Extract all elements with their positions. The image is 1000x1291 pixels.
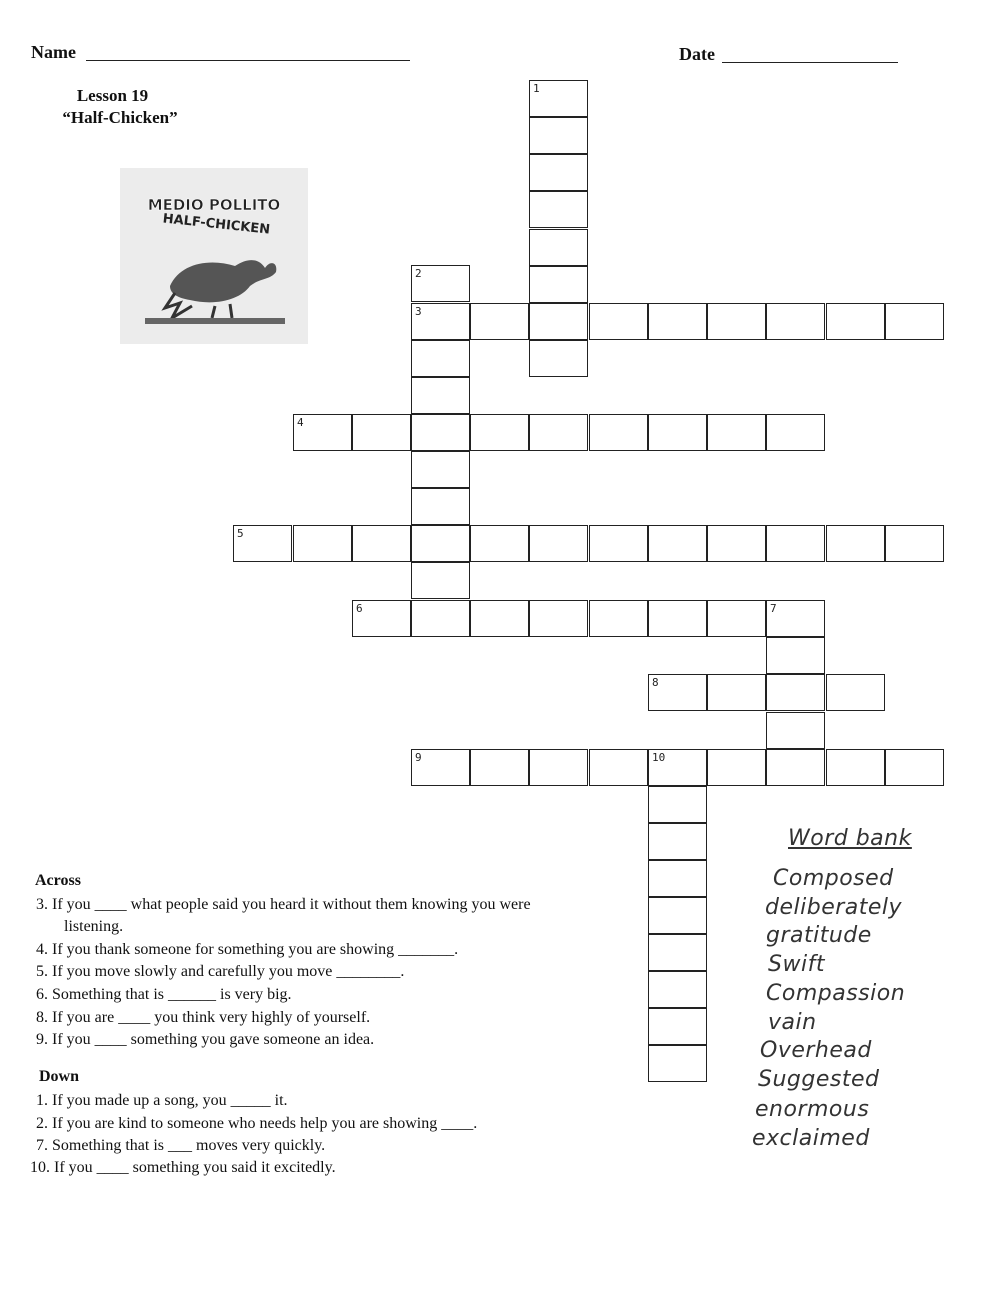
crossword-cell[interactable] [293,525,352,562]
crossword-cell[interactable] [648,823,707,860]
crossword-cell[interactable] [589,600,648,637]
crossword-cell[interactable] [766,303,825,340]
clue-number: 7 [770,602,777,615]
crossword-cell[interactable] [707,749,766,786]
crossword-cell[interactable] [529,749,588,786]
date-label: Date [679,44,715,64]
crossword-cell[interactable] [648,1045,707,1082]
crossword-cell[interactable] [529,525,588,562]
across-clue-6: 6. Something that is ______ is very big. [36,986,292,1003]
crossword-cell[interactable] [529,303,588,340]
across-clue-3: 3. If you ____ what people said you heard it without them knowing you were listening. [36,896,531,935]
crossword-cell[interactable] [411,377,470,414]
crossword-cell[interactable] [411,414,470,451]
cover-title-bottom: HALF-CHICKEN [162,211,271,238]
crossword-cell[interactable] [352,600,411,637]
crossword-cell[interactable] [470,303,529,340]
clue-number: 4 [297,416,304,429]
crossword-cell[interactable] [707,525,766,562]
crossword-cell[interactable] [411,340,470,377]
clue-number: 2 [415,267,422,280]
crossword-cell[interactable] [766,674,825,711]
word-bank-title: Word bank [788,826,912,851]
crossword-cell[interactable] [885,749,944,786]
word-bank-item: vain [768,1010,817,1035]
story-title: “Half-Chicken” [62,108,178,127]
across-clue-9: 9. If you ____ something you gave someone an idea. [36,1031,375,1048]
crossword-cell[interactable] [648,971,707,1008]
crossword-cell[interactable] [648,1008,707,1045]
lesson-number: Lesson 19 [76,86,149,105]
across-clue-4: 4. If you thank someone for something you are showing _______. [36,941,459,958]
crossword-cell[interactable] [529,229,588,266]
crossword-cell[interactable] [589,525,648,562]
crossword-cell[interactable] [766,600,825,637]
crossword-cell[interactable] [707,414,766,451]
name-label: Name [31,42,76,62]
cover-title-top: MEDIO POLLITO [147,196,281,214]
word-bank-item: enormous [755,1097,870,1122]
down-clue-7: 7. Something that is ___ moves very quickly. [36,1137,326,1154]
crossword-cell[interactable] [648,786,707,823]
word-bank-item: gratitude [766,923,872,948]
crossword-cell[interactable] [648,600,707,637]
crossword-cell[interactable] [529,266,588,303]
across-clue-8: 8. If you are ____ you think very highly of yourself. [36,1009,371,1026]
crossword-cell[interactable] [885,303,944,340]
crossword-cell[interactable] [529,117,588,154]
crossword-cell[interactable] [707,674,766,711]
clue-number: 10 [652,751,666,764]
clue-number: 1 [533,82,540,95]
clue-number: 9 [415,751,422,764]
book-cover-image [120,168,308,344]
crossword-cell[interactable] [826,674,885,711]
down-heading: Down [39,1068,80,1085]
down-clue-2: 2. If you are kind to someone who needs help you are showing ____. [36,1115,478,1132]
clue-number: 6 [356,602,363,615]
crossword-cell[interactable] [470,749,529,786]
word-bank-item: Swift [768,952,825,977]
crossword-cell[interactable] [766,525,825,562]
crossword-cell[interactable] [293,414,352,451]
crossword-cell[interactable] [766,749,825,786]
crossword-cell[interactable] [529,600,588,637]
crossword-cell[interactable] [233,525,292,562]
crossword-cell[interactable] [529,414,588,451]
crossword-cell[interactable] [411,488,470,525]
crossword-cell[interactable] [589,749,648,786]
crossword-cell[interactable] [529,191,588,228]
crossword-cell[interactable] [529,80,588,117]
crossword-cell[interactable] [470,600,529,637]
crossword-cell[interactable] [411,303,470,340]
word-bank-item: deliberately [765,895,903,920]
crossword-cell[interactable] [589,414,648,451]
crossword-cell[interactable] [766,637,825,674]
down-clue-1: 1. If you made up a song, you _____ it. [36,1092,288,1109]
clue-number: 8 [652,676,659,689]
crossword-cell[interactable] [826,749,885,786]
name-field[interactable] [86,60,410,61]
crossword-cell[interactable] [648,897,707,934]
crossword-cell[interactable] [766,712,825,749]
crossword-cell[interactable] [411,451,470,488]
crossword-cell[interactable] [411,525,470,562]
crossword-cell[interactable] [648,414,707,451]
word-bank-item: Suggested [758,1067,880,1092]
crossword-cell[interactable] [411,562,470,599]
crossword-cell[interactable] [648,525,707,562]
crossword-cell[interactable] [648,749,707,786]
crossword-cell[interactable] [648,860,707,897]
across-heading: Across [35,872,81,889]
down-clue-10: 10. If you ____ something you said it excitedly. [30,1159,336,1176]
crossword-cell[interactable] [470,414,529,451]
crossword-cell[interactable] [707,303,766,340]
crossword-cell[interactable] [648,674,707,711]
crossword-cell[interactable] [411,600,470,637]
crossword-cell[interactable] [826,525,885,562]
crossword-cell[interactable] [529,340,588,377]
crossword-cell[interactable] [411,265,470,302]
word-bank-item: Overhead [760,1038,872,1063]
crossword-cell[interactable] [648,303,707,340]
date-field[interactable] [722,62,898,63]
crossword-cell[interactable] [707,600,766,637]
word-bank-item: Compassion [766,981,906,1006]
crossword-cell[interactable] [589,303,648,340]
across-clue-5: 5. If you move slowly and carefully you move ________. [36,963,405,980]
crossword-cell[interactable] [352,525,411,562]
clue-number: 3 [415,305,422,318]
crossword-cell[interactable] [648,934,707,971]
word-bank-item: Composed [773,866,894,891]
crossword-cell[interactable] [352,414,411,451]
crossword-cell[interactable] [411,749,470,786]
crossword-cell[interactable] [766,414,825,451]
crossword-cell[interactable] [826,303,885,340]
clue-number: 5 [237,527,244,540]
crossword-cell[interactable] [885,525,944,562]
crossword-cell[interactable] [470,525,529,562]
word-bank-item: exclaimed [752,1126,870,1151]
crossword-cell[interactable] [529,154,588,191]
